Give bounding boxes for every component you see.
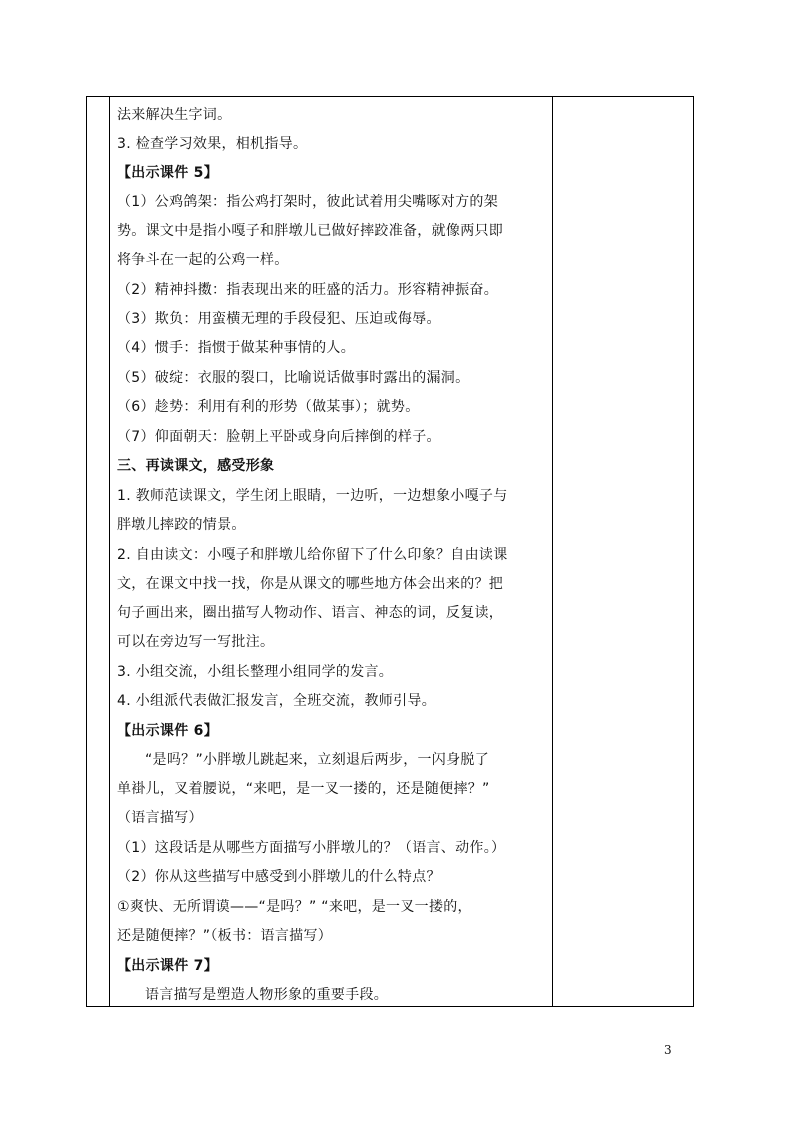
text-line: 法来解决生字词。 xyxy=(117,107,232,123)
lesson-table xyxy=(86,96,694,1007)
text-line: 胖墩儿摔跤的情景。 xyxy=(117,517,246,533)
courseware-heading: 【出示课件 5】 xyxy=(117,165,219,181)
text-line: （4）惯手：指惯于做某种事情的人。 xyxy=(117,340,356,356)
text-line: （1）公鸡鸽架：指公鸡打架时，彼此试着用尖嘴啄对方的架 xyxy=(117,194,499,210)
text-line: （2）你从这些描写中感受到小胖墩儿的什么特点？ xyxy=(117,869,441,885)
text-line: 3. 小组交流，小组长整理小组同学的发言。 xyxy=(117,664,394,680)
text-line: 将争斗在一起的公鸡一样。 xyxy=(117,252,289,268)
text-line: 语言描写是塑造人物形象的重要手段。 xyxy=(145,987,389,1003)
table-divider-right xyxy=(552,97,553,1006)
section-heading: 三、再读课文，感受形象 xyxy=(117,458,275,474)
text-line: 4. 小组派代表做汇报发言，全班交流，教师引导。 xyxy=(117,693,437,709)
text-line: 单褂儿，叉着腰说，“来吧，是一叉一搂的，还是随便摔？” xyxy=(117,781,490,797)
text-line: （3）欺负：用蛮横无理的手段侵犯、压迫或侮辱。 xyxy=(117,311,441,327)
text-line: 文，在课文中找一找，你是从课文的哪些地方体会出来的？把 xyxy=(117,576,504,592)
text-line: 1. 教师范读课文，学生闭上眼睛，一边听，一边想象小嘎子与 xyxy=(117,488,508,504)
text-line: （1）这段话是从哪些方面描写小胖墩儿的？（语言、动作。） xyxy=(117,840,506,856)
courseware-heading: 【出示课件 6】 xyxy=(117,723,219,739)
page-number: 3 xyxy=(664,1043,672,1057)
table-divider-left xyxy=(109,97,110,1006)
text-line: “是吗？”小胖墩儿跳起来，立刻退后两步，一闪身脱了 xyxy=(145,752,490,768)
text-line: （6）趁势：利用有利的形势（做某事）；就势。 xyxy=(117,399,420,415)
text-line: （5）破绽：衣服的裂口，比喻说话做事时露出的漏洞。 xyxy=(117,370,470,386)
text-line: （2）精神抖擞：指表现出来的旺盛的活力。形容精神振奋。 xyxy=(117,282,499,298)
courseware-heading: 【出示课件 7】 xyxy=(117,958,219,974)
text-line: 2. 自由读文：小嘎子和胖墩儿给你留下了什么印象？自由读课 xyxy=(117,547,508,563)
text-line: （7）仰面朝天：脸朝上平卧或身向后摔倒的样子。 xyxy=(117,429,441,445)
text-line: 还是随便摔？”（板书：语言描写） xyxy=(117,928,333,944)
text-line: （语言描写） xyxy=(117,810,203,826)
text-line: 势。课文中是指小嘎子和胖墩儿已做好摔跤准备，就像两只即 xyxy=(117,223,504,239)
text-line: ①爽快、无所谓谟——“是吗？” “来吧，是一叉一搂的， xyxy=(117,899,472,915)
text-line: 句子画出来，圈出描写人物动作、语言、神态的词，反复读， xyxy=(117,605,504,621)
text-line: 可以在旁边写一写批注。 xyxy=(117,634,275,650)
text-line: 3. 检查学习效果，相机指导。 xyxy=(117,136,308,152)
